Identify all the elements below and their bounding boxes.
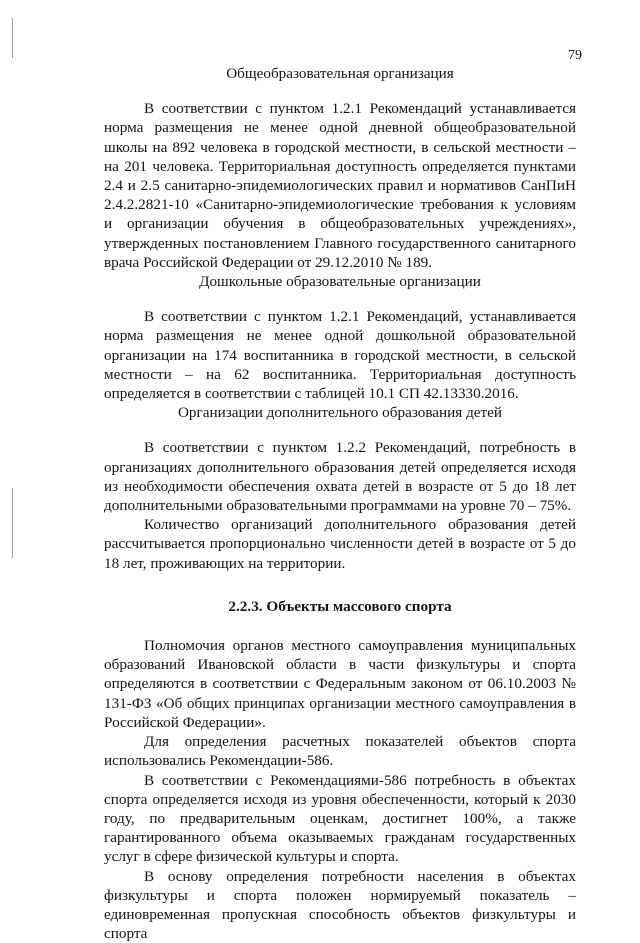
paragraph-sport-1: Полномочия органов местного самоуправления муниципальных образований Ивановской области в части физкультуры и спорта определяются в соответствии с Федеральным законом от 06.10.2003 № 131-ФЗ «Об общих принципах организации местного самоуправления в Российской Федерации». — [104, 637, 576, 731]
heading-preschool: Дошкольные образовательные организации — [199, 273, 481, 291]
paragraph-sport-3: В соответствии с Рекомендациями-586 потребность в объектах спорта определяется исходя из уровня обеспеченности, который к 2030 году, по предварительным оценкам, достигнет 100%, а также гарантированного объема оказываемых гражданам государственных услуг в сфере физической культуры и спорта. — [104, 771, 576, 866]
binder-mark-top — [12, 18, 13, 58]
heading-additional-education: Организации дополнительного образования детей — [177, 404, 503, 422]
paragraph-additional-education-1: В соответствии с пунктом 1.2.2 Рекомендаций, потребность в организациях дополнительного образования детей определяется исходя из необходимости обеспечения охвата детей в возрасте от 5 до 18 лет дополнительными образовательными программами на уровне 70 – 75%. — [104, 439, 576, 515]
paragraph-sport-2: Для определения расчетных показателей объектов спорта использовались Рекомендации-586. — [104, 733, 576, 770]
paragraph-sport-4: В основу определения потребности населения в объектах физкультуры и спорта положен нормируемый показатель – единовременная пропускная способность объектов физкультуры и спорта — [104, 867, 576, 943]
paragraph-additional-education-2: Количество организаций дополнительного образования детей рассчитывается пропорционально численности детей в возрасте от 5 до 18 лет, проживающих на территории. — [104, 516, 576, 572]
paragraph-general-education: В соответствии с пунктом 1.2.1 Рекомендаций устанавливается норма размещения не менее одной дневной общеобразовательной школы на 892 человека в городской местности, в сельской местности – на 201 человека. Территориальная доступность определяется пунктами 2.4 и 2.5 санитарно-эпидемиологических правил и нормативов СанПиН 2.4.2.2821-10 «Санитарно-эпидемиологические требования к условиям и организации обучения в общеобразовательных учреждениях», утвержденных постановлением Главного государственного санитарного врача Российской Федерации от 29.12.2010 № 189. — [104, 100, 576, 271]
paragraph-preschool: В соответствии с пунктом 1.2.1 Рекомендаций, устанавливается норма размещения не менее одной дошкольной образовательной организации на 174 воспитанника в городской местности, в сельской местности – на 62 воспитанника. Территориальная доступность определяется в соответствии с таблицей 10.1 СП 42.13330.2016. — [104, 308, 576, 403]
binder-mark-middle — [12, 488, 13, 558]
heading-general-education: Общеобразовательная организация — [226, 65, 454, 82]
page-number: 79 — [568, 48, 582, 63]
section-title-mass-sport: 2.2.3. Объекты массового спорта — [228, 597, 452, 615]
page-content — [104, 64, 576, 943]
